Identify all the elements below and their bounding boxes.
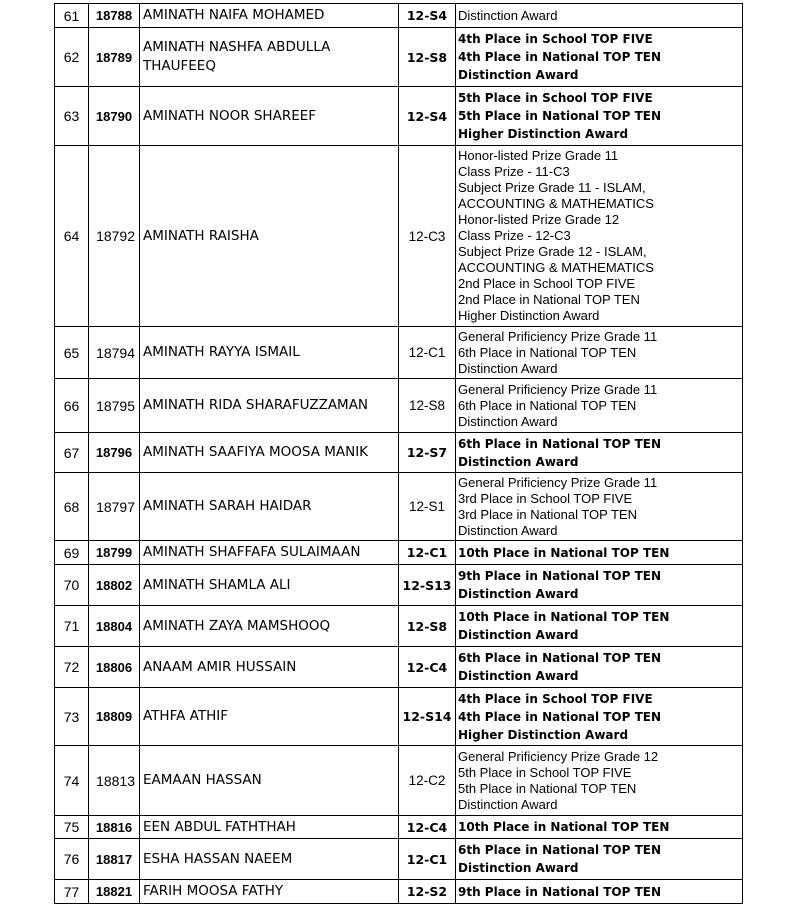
award-line: Distinction Award (458, 522, 558, 538)
student-name: ANAAM AMIR HUSSAIN (140, 647, 399, 688)
table-row (55, 606, 743, 647)
award-line: 10th Place in National TOP TEN (458, 610, 670, 624)
class-code: 12-S1 (399, 473, 456, 541)
table-row (55, 4, 743, 28)
table-row (55, 146, 743, 327)
class-code: 12-S2 (399, 880, 456, 904)
class-code: 12-C1 (399, 839, 456, 880)
award-line: Distinction Award (458, 413, 558, 429)
student-name: AMINATH NASHFA ABDULLA THAUFEEQ (140, 28, 399, 87)
award-line: 5th Place in National TOP TEN (458, 109, 662, 123)
class-code: 12-S14 (399, 688, 456, 746)
award-line: 5th Place in School TOP FIVE (458, 764, 632, 780)
student-id: 18816 (89, 816, 140, 839)
award-line: Distinction Award (458, 7, 558, 23)
awards-cell (456, 327, 743, 379)
award-line: 4th Place in National TOP TEN (458, 709, 662, 724)
student-id: 18809 (89, 688, 140, 746)
student-name: AMINATH SARAH HAIDAR (140, 473, 399, 541)
award-line: 6th Place in National TOP TEN (458, 651, 662, 665)
table-row (55, 746, 743, 816)
class-code: 12-C1 (399, 327, 456, 379)
student-name: AMINATH NOOR SHAREEF (140, 87, 399, 146)
student-id: 18806 (89, 647, 140, 688)
student-id: 18821 (89, 880, 140, 904)
award-line: 9th Place in National TOP TEN (458, 569, 662, 583)
award-line: Class Prize - 12-C3 (458, 228, 571, 243)
table-row (55, 565, 743, 606)
table-row (55, 880, 743, 904)
awards-cell (456, 473, 743, 541)
award-line: 2nd Place in National TOP TEN (458, 292, 640, 307)
class-code: 12-C2 (399, 746, 456, 816)
class-code: 12-S8 (399, 28, 456, 87)
row-number: 72 (55, 647, 89, 688)
student-name: AMINATH SHAMLA ALI (140, 565, 399, 606)
table-row (55, 839, 743, 880)
student-id: 18796 (89, 433, 140, 473)
class-code: 12-S8 (399, 379, 456, 433)
awards-cell (456, 746, 743, 816)
table-row (55, 473, 743, 541)
student-id: 18788 (89, 4, 140, 28)
student-name: AMINATH RIDA SHARAFUZZAMAN (140, 379, 399, 433)
row-number: 61 (55, 4, 89, 28)
row-number: 75 (55, 816, 89, 839)
awards-cell (456, 565, 743, 606)
class-code: 12-C4 (399, 816, 456, 839)
award-line: Distinction Award (458, 68, 579, 82)
award-line: Distinction Award (458, 454, 579, 469)
student-name: ATHFA ATHIF (140, 688, 399, 746)
award-line: 4th Place in National TOP TEN (458, 50, 662, 64)
row-number: 71 (55, 606, 89, 647)
awards-cell (456, 606, 743, 647)
award-line: Distinction Award (458, 587, 579, 601)
student-id: 18817 (89, 839, 140, 880)
student-name: EEN ABDUL FATHTHAH (140, 816, 399, 839)
row-number: 73 (55, 688, 89, 746)
student-id: 18802 (89, 565, 140, 606)
class-code: 12-C3 (399, 146, 456, 327)
awards-cell (456, 839, 743, 880)
award-line: Honor-listed Prize Grade 12 (458, 212, 620, 227)
class-code: 12-S7 (399, 433, 456, 473)
awards-cell (456, 87, 743, 146)
award-line: 5th Place in School TOP FIVE (458, 91, 653, 105)
award-line: Subject Prize Grade 11 - ISLAM, (458, 180, 646, 195)
award-line: 2nd Place in School TOP FIVE (458, 276, 636, 291)
student-name: EAMAAN HASSAN (140, 746, 399, 816)
table-row (55, 379, 743, 433)
student-name: AMINATH NAIFA MOHAMED (140, 4, 399, 28)
student-id: 18799 (89, 541, 140, 565)
award-line: Distinction Award (458, 669, 579, 683)
award-line: 6th Place in National TOP TEN (458, 344, 637, 360)
student-id: 18792 (89, 146, 140, 327)
class-code: 12-S4 (399, 87, 456, 146)
award-line: General Prificiency Prize Grade 11 (458, 474, 658, 490)
student-name: AMINATH SAAFIYA MOOSA MANIK (140, 433, 399, 473)
awards-cell (456, 816, 743, 839)
award-line: Distinction Award (458, 360, 558, 376)
table-row (55, 87, 743, 146)
row-number: 69 (55, 541, 89, 565)
row-number: 63 (55, 87, 89, 146)
row-number: 70 (55, 565, 89, 606)
award-line: Higher Distinction Award (458, 727, 629, 742)
award-line: General Prificiency Prize Grade 11 (458, 328, 658, 344)
student-id: 18794 (89, 327, 140, 379)
award-line: ACCOUNTING & MATHEMATICS (458, 196, 654, 211)
student-id: 18804 (89, 606, 140, 647)
award-line: Distinction Award (458, 628, 579, 642)
class-code: 12-S13 (399, 565, 456, 606)
student-name: AMINATH RAISHA (140, 146, 399, 327)
student-id: 18789 (89, 28, 140, 87)
award-line: Honor-listed Prize Grade 11 (458, 148, 619, 163)
awards-cell (456, 379, 743, 433)
class-code: 12-C4 (399, 647, 456, 688)
award-line: 6th Place in National TOP TEN (458, 397, 637, 413)
student-name: AMINATH ZAYA MAMSHOOQ (140, 606, 399, 647)
student-id: 18813 (89, 746, 140, 816)
award-line: Higher Distinction Award (458, 308, 600, 323)
award-line: Distinction Award (458, 796, 558, 812)
awards-cell (456, 146, 743, 327)
awards-cell (456, 28, 743, 87)
row-number: 77 (55, 880, 89, 904)
award-line: 3rd Place in National TOP TEN (458, 506, 637, 522)
awards-cell (456, 647, 743, 688)
row-number: 67 (55, 433, 89, 473)
award-line: Higher Distinction Award (458, 127, 629, 141)
row-number: 68 (55, 473, 89, 541)
award-line: Class Prize - 11-C3 (458, 164, 570, 179)
table-row (55, 541, 743, 565)
award-line: 10th Place in National TOP TEN (458, 820, 670, 834)
class-code: 12-S8 (399, 606, 456, 647)
table-row (55, 327, 743, 379)
award-line: 6th Place in National TOP TEN (458, 436, 662, 451)
awards-cell (456, 880, 743, 904)
row-number: 74 (55, 746, 89, 816)
award-line: 6th Place in National TOP TEN (458, 843, 662, 857)
award-line: Subject Prize Grade 12 - ISLAM, (458, 244, 647, 259)
student-name: AMINATH SHAFFAFA SULAIMAAN (140, 541, 399, 565)
student-id: 18790 (89, 87, 140, 146)
class-code: 12-C1 (399, 541, 456, 565)
awards-cell (456, 541, 743, 565)
awards-cell (456, 4, 743, 28)
table-row (55, 433, 743, 473)
awards-table (54, 3, 743, 904)
row-number: 76 (55, 839, 89, 880)
student-name: ESHA HASSAN NAEEM (140, 839, 399, 880)
table-row (55, 28, 743, 87)
award-line: General Prificiency Prize Grade 12 (458, 748, 659, 764)
award-line: 5th Place in National TOP TEN (458, 780, 637, 796)
award-line: General Prificiency Prize Grade 11 (458, 381, 658, 397)
table-row (55, 647, 743, 688)
award-line: Distinction Award (458, 861, 579, 875)
row-number: 65 (55, 327, 89, 379)
student-id: 18797 (89, 473, 140, 541)
table-row (55, 816, 743, 839)
awards-table-body (55, 4, 743, 904)
awards-cell (456, 433, 743, 473)
award-line: 9th Place in National TOP TEN (458, 884, 662, 899)
award-line: 4th Place in School TOP FIVE (458, 691, 653, 706)
class-code: 12-S4 (399, 4, 456, 28)
student-id: 18795 (89, 379, 140, 433)
award-line: 3rd Place in School TOP FIVE (458, 490, 633, 506)
award-line: 4th Place in School TOP FIVE (458, 32, 653, 46)
row-number: 64 (55, 146, 89, 327)
row-number: 66 (55, 379, 89, 433)
award-line: 10th Place in National TOP TEN (458, 545, 670, 560)
student-name: AMINATH RAYYA ISMAIL (140, 327, 399, 379)
row-number: 62 (55, 28, 89, 87)
student-name: FARIH MOOSA FATHY (140, 880, 399, 904)
awards-cell (456, 688, 743, 746)
table-row (55, 688, 743, 746)
award-line: ACCOUNTING & MATHEMATICS (458, 260, 654, 275)
